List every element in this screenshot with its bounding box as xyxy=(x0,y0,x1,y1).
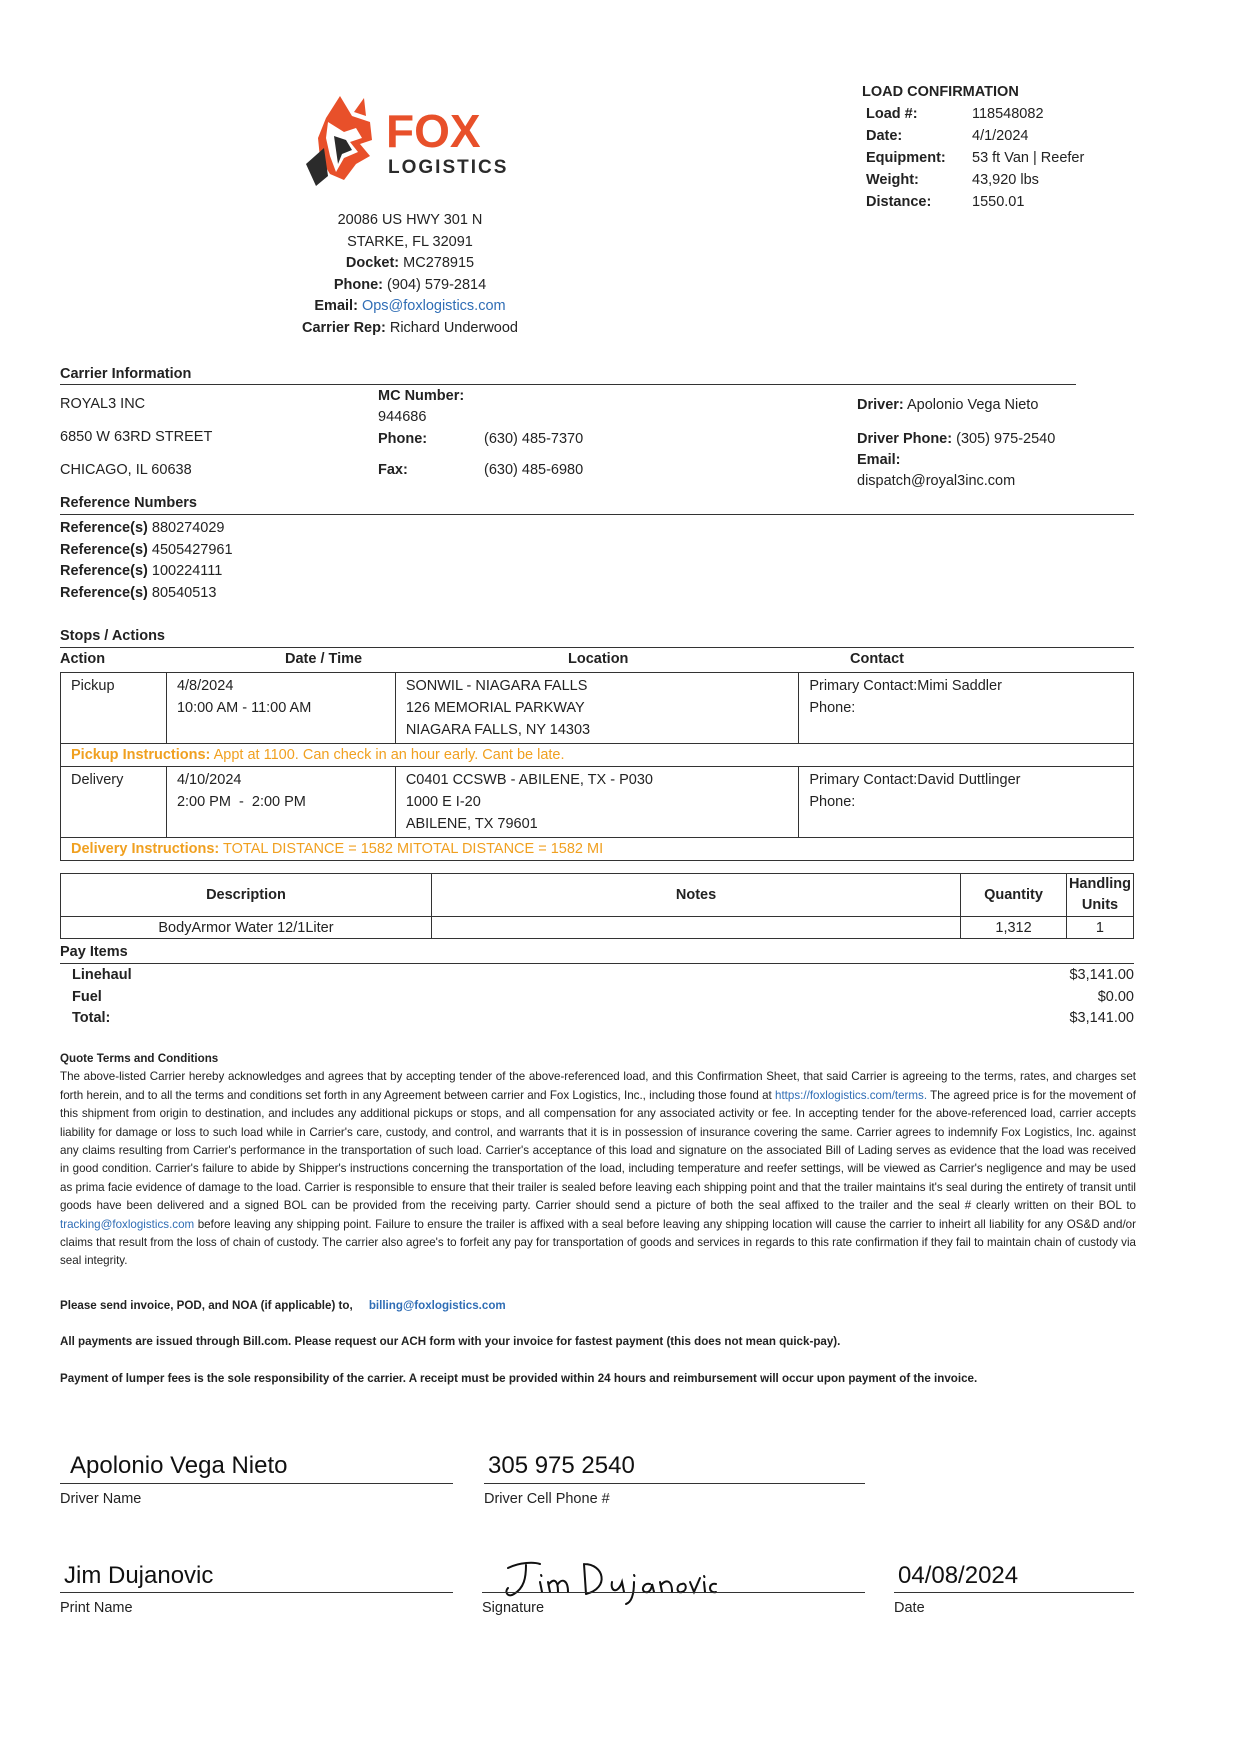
stop-location-city: ABILENE, TX 79601 xyxy=(405,816,538,832)
stop-datetime xyxy=(166,673,395,744)
stop-row xyxy=(61,767,1134,838)
phone-label: Phone: xyxy=(333,276,383,293)
stop-location-street: 1000 E I-20 xyxy=(405,794,481,810)
signature-line xyxy=(482,1592,865,1593)
reference-label: Reference(s) xyxy=(60,584,148,601)
carrier-rep-value: Richard Underwood xyxy=(389,319,518,336)
stop-contact xyxy=(799,767,1134,838)
load-label: Weight: xyxy=(866,172,919,188)
terms-text: The agreed price is for the movement of this shipment from origin to destination, and includes any additional pickups or stops, and all compensation for any associated activity or fee. In accepting tender for the above-referenced load, carrier accepts liability for damage or loss to such load while in Carrier's care, custody, and control, and warrants that it is in possession of insurance covering the same. Carrier agrees to indemnify Fox Logistics, Inc. against any claims resulting from Carrier's performance in the transportation of such load. Carrier's acceptance of this load and signature on the associated Bill of Lading serves as evidence that the load was received in good condition. Carrier's failure to abide by Shipper's instructions concerning the transportation of the load, including temperature and reefer settings, will be viewed as Carrier's negligence and may be used as prima facie evidence of damage to the load. Carrier is responsible to ensure that their trailer is sealed before leaving each shipping point and that the trailer maintains it's seal during the entirety of transit until goods have been delivered and a signed BOL can be provided from the receiving party. Carrier should send a picture of both the seal affixed to the trailer and the seal # clearly written on their BOL to xyxy=(60,1088,1136,1213)
handling-label: Handling xyxy=(1068,876,1131,892)
stop-time: 2:00 PM - 2:00 PM xyxy=(176,794,306,810)
driver-cell-label: Driver Cell Phone # xyxy=(484,1491,610,1507)
pay-value: $3,141.00 xyxy=(1069,967,1134,983)
reference-label: Reference(s) xyxy=(60,520,148,536)
company-address-line1: 20086 US HWY 301 N xyxy=(337,212,483,228)
invoice-note xyxy=(60,1299,506,1312)
ops-email-link[interactable]: Ops@foxlogistics.com xyxy=(361,298,506,314)
stop-instructions-row xyxy=(61,838,1134,861)
carrier-email-label: Email: xyxy=(857,452,901,468)
signature-label: Signature xyxy=(482,1600,545,1616)
load-confirmation-title: LOAD CONFIRMATION xyxy=(862,84,1019,100)
print-name-line xyxy=(60,1592,453,1593)
date-line xyxy=(894,1592,1134,1593)
reference-divider xyxy=(60,514,1134,515)
reference-value: 880274029 xyxy=(151,520,225,536)
stop-action xyxy=(61,673,167,744)
load-row xyxy=(866,103,1084,125)
stop-instructions-row xyxy=(61,744,1134,767)
pay-items-title: Pay Items xyxy=(60,944,128,960)
stops-header-action: Action xyxy=(60,651,106,667)
carrier-fax-value: (630) 485-6980 xyxy=(484,462,584,478)
driver-phone-info xyxy=(857,431,1055,447)
load-label: Load #: xyxy=(866,106,918,122)
load-label: Distance: xyxy=(866,194,932,210)
item-description: BodyArmor Water 12/1Liter xyxy=(61,917,432,939)
items-header-row xyxy=(61,874,1134,917)
delivery-instructions xyxy=(61,838,1134,861)
pay-label: Fuel xyxy=(72,989,102,1005)
terms-body xyxy=(60,1068,1136,1270)
pay-label: Total: xyxy=(72,1010,111,1026)
phone-value: (904) 579-2814 xyxy=(387,276,487,293)
instructions-text: Appt at 1100. Can check in an hour early. Cant be late. xyxy=(213,747,565,763)
driver-phone-label: Driver Phone: xyxy=(857,431,953,447)
stop-date: 4/10/2024 xyxy=(176,772,242,788)
stop-contact xyxy=(799,673,1134,744)
units-label: Units xyxy=(1081,897,1119,913)
reference-value: 80540513 xyxy=(151,584,217,601)
stop-time: 10:00 AM - 11:00 AM xyxy=(176,700,312,716)
company-address-line2: STARKE, FL 32091 xyxy=(347,233,473,250)
reference-label: Reference(s) xyxy=(60,541,148,558)
reference-item xyxy=(60,561,233,583)
instructions-text: TOTAL DISTANCE = 1582 MITOTAL DISTANCE = 1582 MI xyxy=(223,841,604,857)
carrier-street: 6850 W 63RD STREET xyxy=(60,429,213,445)
reference-item xyxy=(60,518,233,540)
pay-row-total xyxy=(72,1010,1134,1026)
email-label: Email: xyxy=(314,298,358,314)
stop-contact-name: Primary Contact:Mimi Saddler xyxy=(809,678,1002,694)
stop-location xyxy=(395,767,799,838)
driver-cell-value[interactable]: 305 975 2540 xyxy=(488,1452,635,1479)
instructions-label: Pickup Instructions: xyxy=(71,747,211,763)
stops-header-datetime: Date / Time xyxy=(285,651,363,667)
items-header-handling-units xyxy=(1066,874,1133,917)
mc-number-label: MC Number: xyxy=(378,388,465,404)
carrier-phone-label: Phone: xyxy=(378,431,428,447)
stops-table xyxy=(60,672,1134,861)
tracking-email-link[interactable]: tracking@foxlogistics.com xyxy=(60,1217,195,1231)
load-value: 1550.01 xyxy=(972,194,1025,210)
item-units: 1 xyxy=(1066,917,1133,939)
item-row xyxy=(61,917,1134,939)
load-label: Date: xyxy=(866,128,903,144)
driver-name-line xyxy=(60,1483,453,1484)
stops-title: Stops / Actions xyxy=(60,628,165,644)
date-value[interactable]: 04/08/2024 xyxy=(898,1562,1019,1589)
logo-word: FOX xyxy=(386,105,481,157)
company-email xyxy=(260,296,560,318)
stop-action-text: Delivery xyxy=(71,772,124,788)
pay-value: $3,141.00 xyxy=(1069,1010,1134,1026)
carrier-email-value: dispatch@royal3inc.com xyxy=(857,473,1016,489)
mc-number-value: 944686 xyxy=(378,409,427,425)
billing-email-link[interactable]: billing@foxlogistics.com xyxy=(368,1299,506,1312)
stop-contact-phone: Phone: xyxy=(809,794,856,810)
pay-label: Linehaul xyxy=(72,967,132,983)
terms-title: Quote Terms and Conditions xyxy=(60,1052,219,1065)
carrier-info-divider xyxy=(60,384,1076,385)
stop-location-city: NIAGARA FALLS, NY 14303 xyxy=(405,722,591,738)
load-value: 4/1/2024 xyxy=(972,128,1029,144)
load-label: Equipment: xyxy=(866,150,946,166)
stop-contact-name: Primary Contact:David Duttlinger xyxy=(809,772,1021,788)
terms-url-link[interactable]: https://foxlogistics.com/terms. xyxy=(775,1088,928,1102)
stop-location xyxy=(395,673,799,744)
stop-contact-phone: Phone: xyxy=(809,700,856,716)
fox-head-icon xyxy=(306,96,372,186)
payments-note: All payments are issued through Bill.com. Please request our ACH form with your invoice for fastest payment (this does not mean quick-pay). xyxy=(60,1335,841,1348)
carrier-info-title: Carrier Information xyxy=(60,366,192,382)
lumper-note: Payment of lumper fees is the sole responsibility of the carrier. A receipt must be provided within 24 hours and reimbursement will occur upon payment of the invoice. xyxy=(60,1372,978,1385)
print-name-value[interactable]: Jim Dujanovic xyxy=(64,1562,214,1589)
items-table xyxy=(60,873,1134,939)
load-row xyxy=(866,191,1084,213)
logo-sub: LOGISTICS xyxy=(388,157,509,178)
stops-header-location: Location xyxy=(568,651,629,667)
company-carrier-rep xyxy=(260,318,560,340)
stops-header-contact: Contact xyxy=(850,651,904,667)
pay-row-linehaul xyxy=(72,967,1134,983)
company-info xyxy=(260,210,560,339)
carrier-name: ROYAL3 INC xyxy=(60,396,146,412)
invoice-note-text: Please send invoice, POD, and NOA (if applicable) to, xyxy=(60,1299,353,1312)
stop-datetime xyxy=(166,767,395,838)
reference-value: 100224111 xyxy=(151,563,223,580)
items-header-quantity: Quantity xyxy=(961,874,1067,917)
fox-logistics-logo xyxy=(300,92,520,192)
reference-value: 4505427961 xyxy=(151,541,233,558)
reference-item xyxy=(60,540,233,562)
instructions-label: Delivery Instructions: xyxy=(71,841,220,857)
carrier-city: CHICAGO, IL 60638 xyxy=(60,462,192,478)
stop-action-text: Pickup xyxy=(71,678,115,694)
pickup-instructions xyxy=(61,744,1134,767)
load-row xyxy=(866,147,1084,169)
terms-text: before leaving any shipping point. Failure to ensure the trailer is affixed with a seal before leaving any shipping location will cause the carrier to inheirt all liability for any OS&D and/or claims that result from the loss of chain of custody. The carrier also agree's to forfeit any pay for transportation of goods and services in regards to this rate confirmation if they fail to maintain chain of custody via seal integrity. xyxy=(60,1217,1136,1268)
item-notes xyxy=(431,917,960,939)
reference-numbers-title: Reference Numbers xyxy=(60,495,197,511)
items-header-notes: Notes xyxy=(431,874,960,917)
items-header-description: Description xyxy=(61,874,432,917)
pay-value: $0.00 xyxy=(1097,989,1134,1005)
load-value: 118548082 xyxy=(972,106,1044,122)
driver-phone-value: (305) 975-2540 xyxy=(956,431,1056,447)
driver-info xyxy=(857,397,1038,413)
handwritten-signature[interactable] xyxy=(500,1548,720,1608)
load-details xyxy=(866,103,1084,213)
stop-date: 4/8/2024 xyxy=(176,678,234,694)
docket-label: Docket: xyxy=(345,255,400,271)
driver-name-value[interactable]: Apolonio Vega Nieto xyxy=(70,1452,288,1479)
carrier-phone-value: (630) 485-7370 xyxy=(484,431,584,447)
stop-location-street: 126 MEMORIAL PARKWAY xyxy=(405,700,585,716)
terms-section xyxy=(60,1050,1136,1271)
reference-label: Reference(s) xyxy=(60,563,148,580)
load-row xyxy=(866,125,1084,147)
driver-label: Driver: xyxy=(857,397,904,413)
driver-cell-line xyxy=(484,1483,865,1484)
date-label: Date xyxy=(894,1600,925,1616)
load-value: 53 ft Van | Reefer xyxy=(972,150,1085,166)
item-quantity: 1,312 xyxy=(961,917,1067,939)
carrier-rep-label: Carrier Rep: xyxy=(302,319,386,336)
driver-value: Apolonio Vega Nieto xyxy=(906,397,1039,413)
stop-location-name: C0401 CCSWB - ABILENE, TX - P030 xyxy=(405,772,653,788)
reference-item xyxy=(60,583,233,605)
load-value: 43,920 lbs xyxy=(972,172,1039,188)
stops-divider xyxy=(60,647,1134,648)
pay-row-fuel xyxy=(72,989,1134,1005)
reference-list xyxy=(60,518,233,604)
stop-location-name: SONWIL - NIAGARA FALLS xyxy=(405,678,588,694)
load-row xyxy=(866,169,1084,191)
docket-value: MC278915 xyxy=(403,255,475,271)
company-phone xyxy=(260,275,560,297)
stop-row xyxy=(61,673,1134,744)
print-name-label: Print Name xyxy=(60,1600,133,1616)
driver-name-label: Driver Name xyxy=(60,1491,142,1507)
terms-text: The above-listed Carrier hereby acknowledges and agrees that by accepting tender of the above-referenced load, and this Confirmation Sheet, that said Carrier is agreeing to the terms, rates, and charges set forth herein, and to all the terms and conditions set forth in any Agreement between carrier and Fox Logistics, Inc., including those found at xyxy=(60,1070,1136,1102)
stop-action xyxy=(61,767,167,838)
pay-divider xyxy=(60,963,1134,964)
company-docket xyxy=(260,253,560,275)
carrier-fax-label: Fax: xyxy=(378,462,408,478)
